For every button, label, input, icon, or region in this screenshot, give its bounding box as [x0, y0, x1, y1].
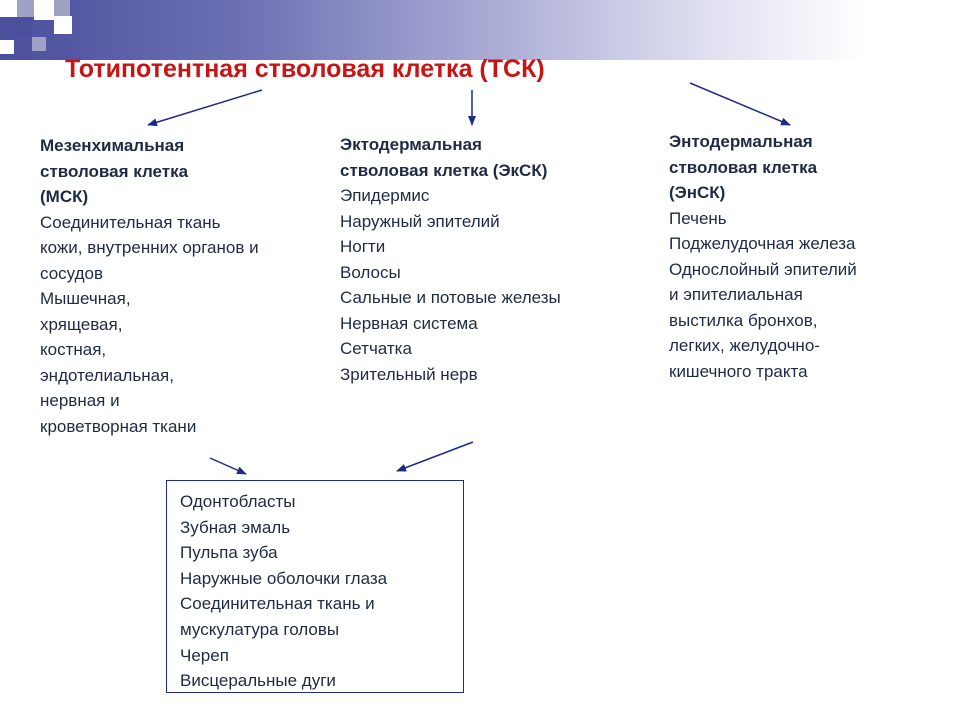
list-item: Череп [180, 645, 229, 665]
list-item: Однослойный эпителий [669, 259, 857, 279]
heading-line: Энтодермальная [669, 132, 813, 151]
column-heading [40, 133, 259, 210]
column-heading [340, 132, 561, 183]
column-exsk [340, 132, 561, 387]
list-item: Нервная система [340, 313, 478, 333]
list-item: Сетчатка [340, 339, 412, 358]
arrow-to-msk [148, 90, 262, 125]
list-item: кожи, внутренних органов и [40, 238, 259, 257]
heading-line: (МСК) [40, 187, 89, 206]
list-item: Пульпа зуба [180, 543, 278, 563]
column-heading [669, 129, 857, 206]
list-item: эндотелиальная, [40, 365, 174, 385]
page-title: Тотипотентная стволовая клетка (ТСК) [65, 55, 545, 83]
list-item: выстилка бронхов, [669, 310, 818, 330]
list-item: Соединительная ткань и [180, 594, 375, 614]
list-item: Волосы [340, 262, 401, 282]
arrow-exsk-to-box [397, 442, 473, 471]
heading-line: стволовая клетка [669, 157, 818, 177]
list-item: Висцеральные дуги [180, 671, 336, 691]
derived-tissues-box [166, 480, 464, 693]
list-item: Мышечная, [40, 289, 131, 308]
list-item: кишечного тракта [669, 361, 808, 381]
heading-line: стволовая клетка (ЭкСК) [340, 160, 548, 180]
heading-line: Эктодермальная [340, 135, 482, 154]
list-item: Соединительная ткань [40, 212, 221, 232]
list-item: нервная и [40, 391, 120, 410]
list-item: Поджелудочная железа [669, 234, 856, 253]
list-item: мускулатура головы [180, 619, 340, 639]
heading-line: Мезенхимальная [40, 136, 185, 155]
heading-line: стволовая клетка [40, 161, 189, 181]
list-item: и эпителиальная [669, 285, 803, 304]
list-item: легких, желудочно- [669, 336, 820, 355]
column-ensk [669, 129, 857, 384]
list-item: хрящевая, [40, 314, 123, 334]
list-item: костная, [40, 340, 107, 359]
list-item: Эпидермис [340, 186, 430, 205]
list-item: кроветворная ткани [40, 416, 197, 436]
list-item: Печень [669, 208, 727, 228]
arrow-to-ensk [690, 83, 790, 125]
list-item: Наружный эпителий [340, 211, 500, 231]
list-item: Зубная эмаль [180, 517, 291, 537]
list-item: Ногти [340, 237, 386, 256]
list-item: Сальные и потовые железы [340, 288, 561, 307]
column-msk [40, 133, 259, 439]
heading-line: (ЭнСК) [669, 183, 726, 202]
list-item: Одонтобласты [180, 492, 296, 511]
list-item: сосудов [40, 263, 103, 283]
list-item: Наружные оболочки глаза [180, 568, 388, 588]
arrow-msk-to-box [210, 458, 246, 474]
list-item: Зрительный нерв [340, 364, 478, 384]
